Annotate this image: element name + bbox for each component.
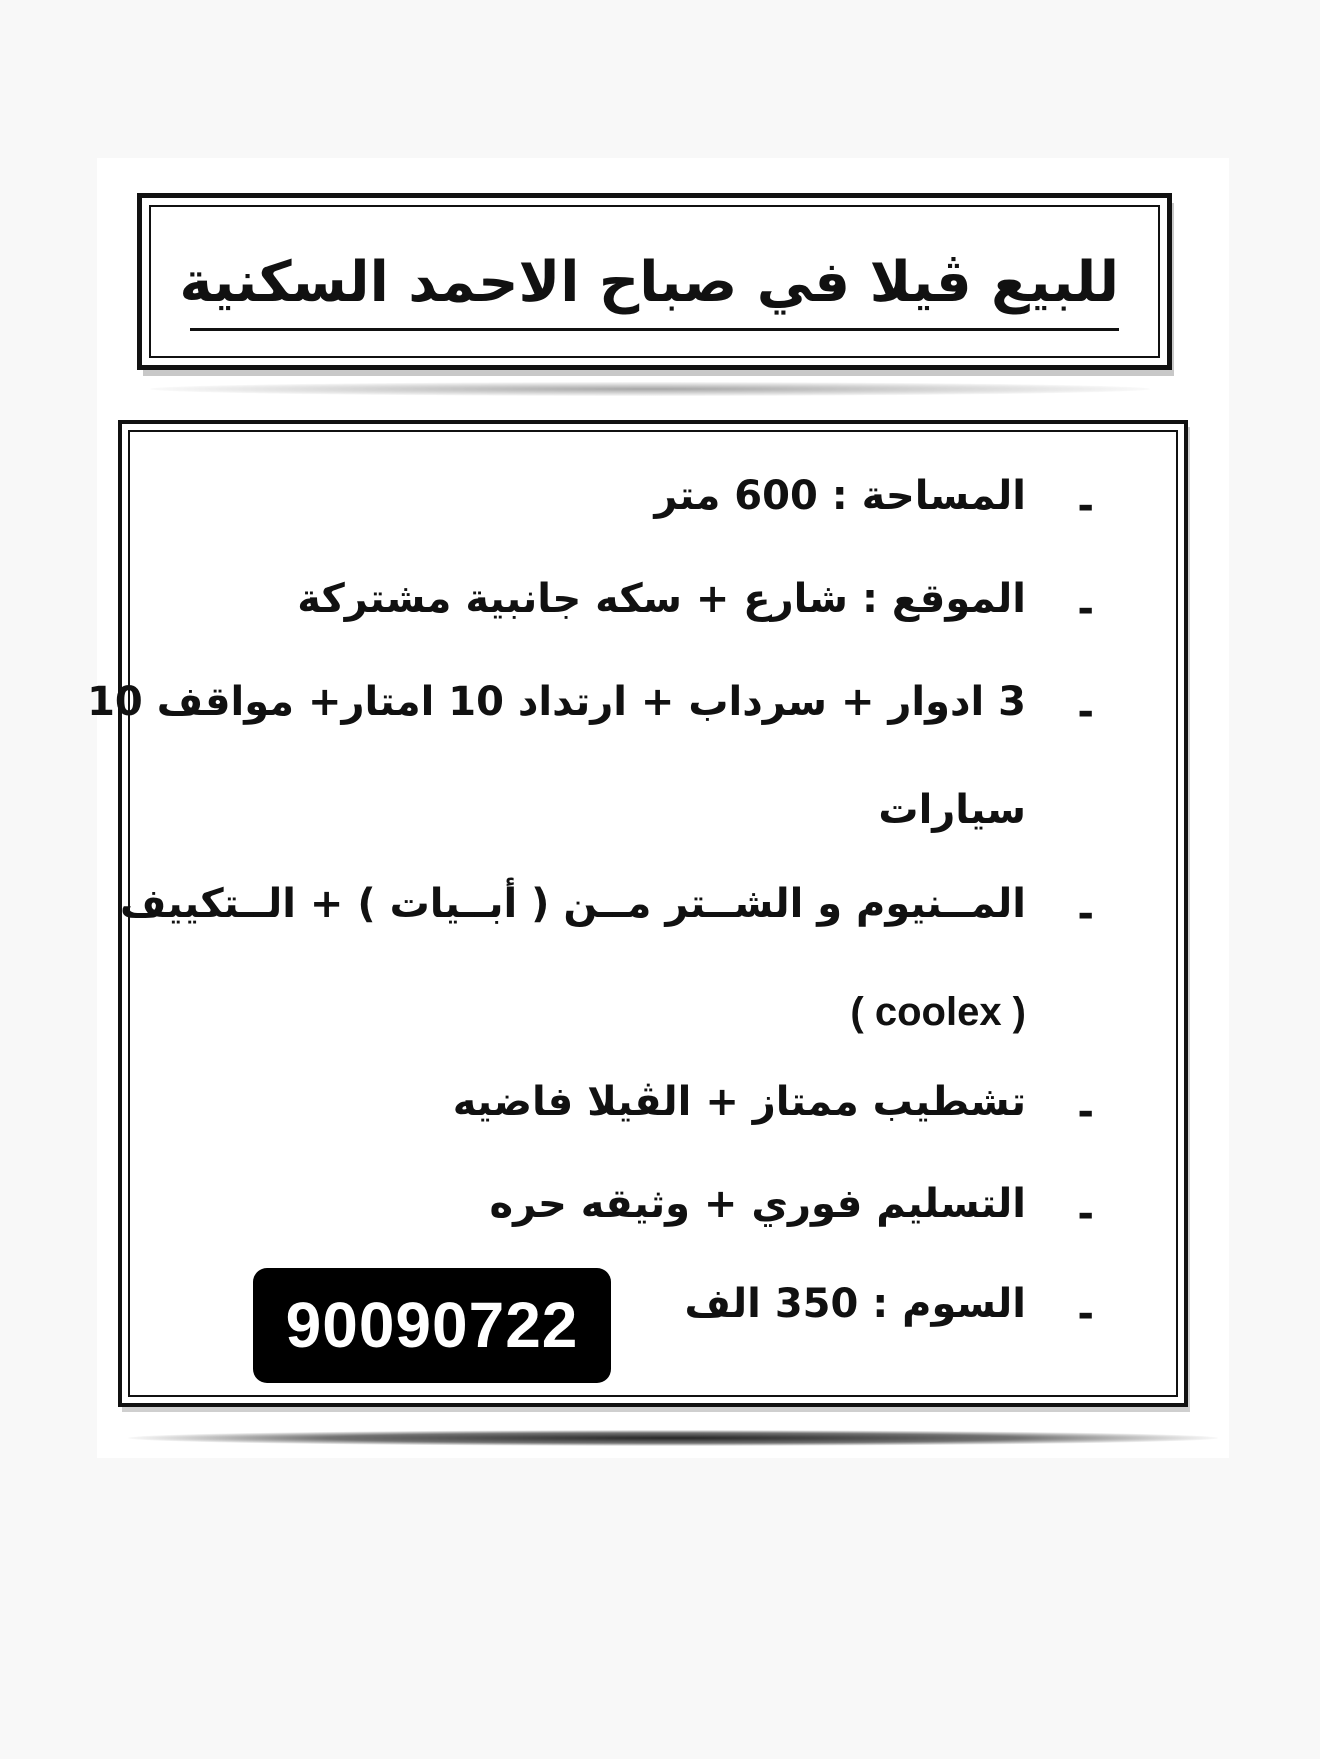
detail-aluminum: المــنيوم و الشــتر مــن ( أبــيات ) + الــتكييف [120, 881, 1026, 927]
flyer-title: للبيع ڤيلا في صباح الاحمد السكنية [179, 250, 1119, 315]
detail-finishing: تشطيب ممتاز + الڤيلا فاضيه [452, 1079, 1026, 1125]
bottom-shadow [128, 1430, 1218, 1446]
details-box [87, 420, 1188, 1407]
title-underline [190, 328, 1119, 331]
detail-delivery: التسليم فوري + وثيقه حره [489, 1181, 1026, 1227]
bullet-dash: - [1077, 1089, 1094, 1135]
bullet-dash: - [1077, 891, 1094, 937]
bullet-dash: - [1077, 1291, 1094, 1337]
detail-floors-continued: سيارات [878, 787, 1026, 833]
detail-floors: 3 ادوار + سرداب + ارتداد 10 امتار+ مواقف 10 [87, 679, 1026, 725]
bullet-dash: - [1077, 1191, 1094, 1237]
phone-number[interactable]: 90090722 [253, 1268, 611, 1383]
bullet-dash: - [1077, 689, 1094, 735]
bullet-dash: - [1077, 586, 1094, 632]
title-box-shadow [150, 382, 1150, 396]
detail-area: المساحة : 600 متر [654, 473, 1026, 519]
title-box [137, 193, 1172, 370]
detail-location: الموقع : شارع + سكه جانبية مشتركة [297, 576, 1026, 622]
detail-aluminum-continued: ( coolex ) [850, 990, 1026, 1034]
detail-price: السوم : 350 الف [684, 1281, 1026, 1327]
bullet-dash: - [1077, 483, 1094, 529]
